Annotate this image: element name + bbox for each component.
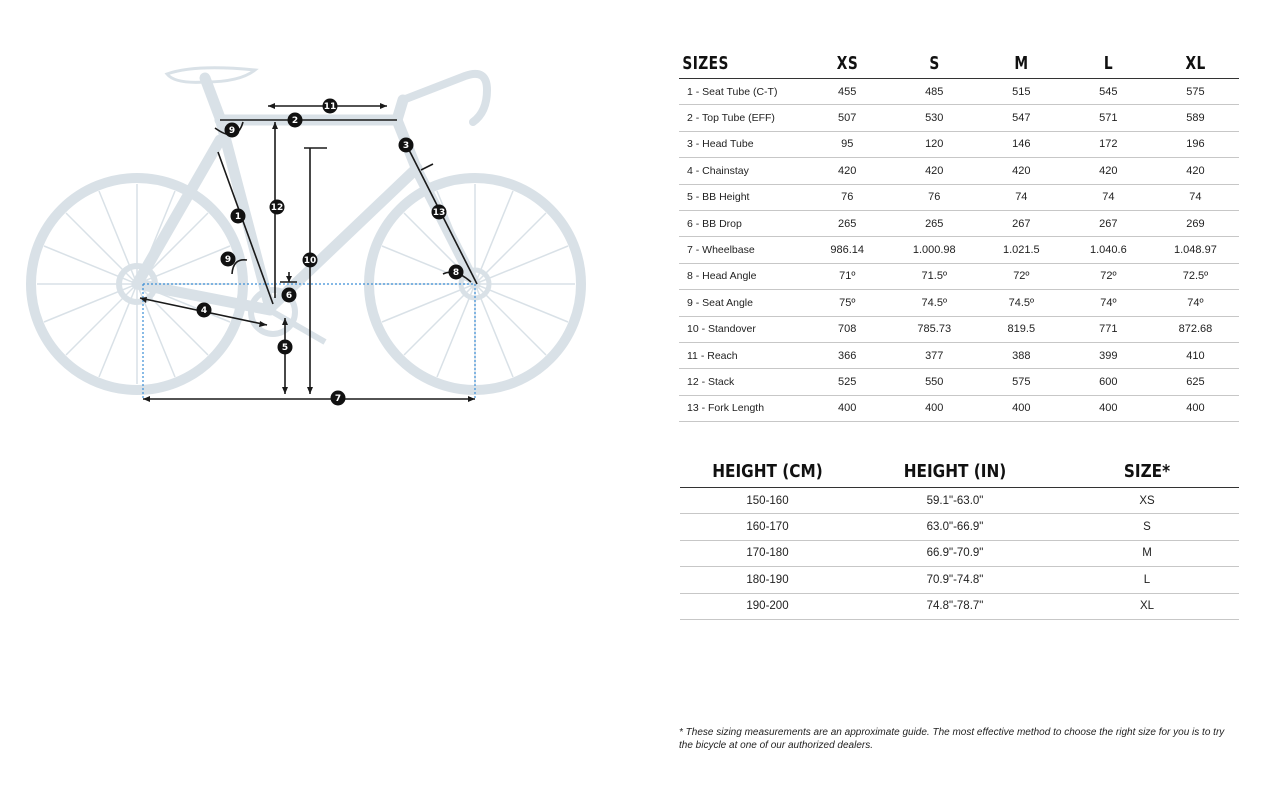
table-row — [679, 316, 1239, 342]
measurement-value: 547 — [978, 105, 1065, 131]
callout-marker — [231, 209, 246, 224]
col-header-xl: XL — [1158, 48, 1232, 79]
measurement-value: 269 — [1152, 210, 1239, 236]
measurement-value: 172 — [1065, 131, 1152, 157]
measurement-value: 74 — [978, 184, 1065, 210]
measurement-label: 5 - BB Height — [679, 184, 804, 210]
measurement-value: 819.5 — [978, 316, 1065, 342]
measurement-value: 420 — [804, 158, 891, 184]
measurement-label: 13 - Fork Length — [679, 395, 804, 421]
measurement-value: 399 — [1065, 342, 1152, 368]
bike-geometry-diagram — [25, 60, 625, 410]
measurement-value: 785.73 — [891, 316, 978, 342]
callout-number: 3 — [402, 141, 410, 152]
col-header-m: M — [984, 48, 1058, 79]
size-guide-cell: XL — [1055, 593, 1239, 619]
measurement-value: 400 — [891, 395, 978, 421]
callout-marker — [225, 123, 240, 138]
size-guide-header-row — [680, 456, 1239, 488]
measurement-value: 267 — [978, 210, 1065, 236]
callout-marker — [221, 252, 236, 267]
table-row — [679, 79, 1239, 105]
measurement-value: 265 — [804, 210, 891, 236]
callout-number: 9 — [228, 126, 236, 137]
measurement-value: 400 — [1152, 395, 1239, 421]
measurement-value: 986.14 — [804, 237, 891, 263]
size-guide-cell: 180-190 — [680, 567, 855, 593]
callout-marker — [449, 265, 464, 280]
table-row — [679, 158, 1239, 184]
measurement-value: 95 — [804, 131, 891, 157]
table-row — [680, 593, 1239, 619]
measurement-value: 76 — [891, 184, 978, 210]
measurement-value: 74 — [1152, 184, 1239, 210]
measurement-value: 420 — [891, 158, 978, 184]
callout-marker — [197, 303, 212, 318]
table-row — [679, 395, 1239, 421]
measurement-label: 9 - Seat Angle — [679, 290, 804, 316]
table-row — [680, 514, 1239, 540]
measurement-label: 4 - Chainstay — [679, 158, 804, 184]
col-header-height-in: HEIGHT (IN) — [870, 456, 1040, 488]
callout-number: 1 — [234, 212, 242, 223]
measurement-value: 1.021.5 — [978, 237, 1065, 263]
measurement-label: 8 - Head Angle — [679, 263, 804, 289]
measurement-value: 420 — [978, 158, 1065, 184]
measurement-value: 771 — [1065, 316, 1152, 342]
measurement-value: 71.5º — [891, 263, 978, 289]
measurement-value: 589 — [1152, 105, 1239, 131]
measurement-value: 600 — [1065, 369, 1152, 395]
callout-number: 12 — [270, 203, 284, 214]
measurement-value: 75º — [804, 290, 891, 316]
measurement-value: 366 — [804, 342, 891, 368]
measurement-value: 1.040.6 — [1065, 237, 1152, 263]
geometry-table — [679, 48, 1239, 422]
callout-number: 5 — [281, 343, 289, 354]
table-row — [679, 237, 1239, 263]
measurement-label: 10 - Standover — [679, 316, 804, 342]
size-guide-cell: 74.8"-78.7" — [855, 593, 1055, 619]
measurement-value: 485 — [891, 79, 978, 105]
table-row — [680, 540, 1239, 566]
table-row — [679, 210, 1239, 236]
size-guide-cell: 160-170 — [680, 514, 855, 540]
measurement-value: 575 — [978, 369, 1065, 395]
measurement-value: 72º — [978, 263, 1065, 289]
measurement-value: 74º — [1065, 290, 1152, 316]
size-guide-cell: 170-180 — [680, 540, 855, 566]
measurement-value: 507 — [804, 105, 891, 131]
measurement-value: 267 — [1065, 210, 1152, 236]
callout-marker — [303, 253, 318, 268]
measurement-label: 2 - Top Tube (EFF) — [679, 105, 804, 131]
measurement-value: 76 — [804, 184, 891, 210]
callout-marker — [282, 288, 297, 303]
size-guide-cell: 70.9"-74.8" — [855, 567, 1055, 593]
measurement-value: 400 — [1065, 395, 1152, 421]
table-row — [680, 488, 1239, 514]
table-row — [680, 567, 1239, 593]
col-header-xs: XS — [810, 48, 884, 79]
measurement-value: 377 — [891, 342, 978, 368]
size-guide-cell: L — [1055, 567, 1239, 593]
table-row — [679, 342, 1239, 368]
dimension-lines — [140, 103, 477, 405]
measurement-value: 388 — [978, 342, 1065, 368]
size-guide-table — [680, 456, 1239, 620]
col-header-l: L — [1071, 48, 1145, 79]
callout-number: 11 — [323, 102, 337, 113]
callout-marker — [270, 200, 285, 215]
table-row — [679, 184, 1239, 210]
size-guide-cell: 59.1"-63.0" — [855, 488, 1055, 514]
callout-marker — [399, 138, 414, 153]
callout-number: 6 — [285, 291, 293, 302]
table-row — [679, 263, 1239, 289]
size-guide-cell: XS — [1055, 488, 1239, 514]
measurement-value: 74.5º — [891, 290, 978, 316]
measurement-value: 400 — [978, 395, 1065, 421]
measurement-value: 530 — [891, 105, 978, 131]
callout-number: 9 — [224, 255, 232, 266]
size-guide-cell: 63.0"-66.9" — [855, 514, 1055, 540]
measurement-value: 410 — [1152, 342, 1239, 368]
callout-marker — [288, 113, 303, 128]
measurement-label: 11 - Reach — [679, 342, 804, 368]
callout-marker — [278, 340, 293, 355]
measurement-value: 265 — [891, 210, 978, 236]
measurement-value: 571 — [1065, 105, 1152, 131]
size-guide-cell: S — [1055, 514, 1239, 540]
table-row — [679, 369, 1239, 395]
table-row — [679, 290, 1239, 316]
measurement-value: 120 — [891, 131, 978, 157]
geometry-body — [679, 79, 1239, 422]
measurement-value: 196 — [1152, 131, 1239, 157]
callout-marker — [331, 391, 346, 406]
measurement-value: 72º — [1065, 263, 1152, 289]
measurement-value: 515 — [978, 79, 1065, 105]
callout-number: 13 — [432, 208, 446, 219]
measurement-value: 455 — [804, 79, 891, 105]
callout-number: 8 — [452, 268, 460, 279]
callout-number: 2 — [291, 116, 299, 127]
measurement-value: 575 — [1152, 79, 1239, 105]
callout-number: 4 — [200, 306, 208, 317]
callout-marker — [323, 99, 338, 114]
callout-number: 10 — [303, 256, 317, 267]
measurement-value: 74.5º — [978, 290, 1065, 316]
measurement-value: 1.048.97 — [1152, 237, 1239, 263]
table-row — [679, 105, 1239, 131]
measurement-value: 525 — [804, 369, 891, 395]
measurement-value: 400 — [804, 395, 891, 421]
callout-marker — [432, 205, 447, 220]
measurement-label: 6 - BB Drop — [679, 210, 804, 236]
measurement-value: 545 — [1065, 79, 1152, 105]
col-header-s: S — [897, 48, 971, 79]
measurement-value: 420 — [1065, 158, 1152, 184]
measurement-value: 550 — [891, 369, 978, 395]
col-header-size: SIZE* — [1069, 456, 1225, 488]
size-guide-cell: 150-160 — [680, 488, 855, 514]
measurement-value: 420 — [1152, 158, 1239, 184]
table-row — [679, 131, 1239, 157]
callout-number: 7 — [334, 394, 342, 405]
measurement-value: 72.5º — [1152, 263, 1239, 289]
measurement-value: 1.000.98 — [891, 237, 978, 263]
geometry-header-row — [679, 48, 1239, 79]
size-guide-body — [680, 488, 1239, 620]
bike-silhouette — [31, 68, 581, 390]
measurement-label: 12 - Stack — [679, 369, 804, 395]
size-guide-cell: 190-200 — [680, 593, 855, 619]
measurement-value: 71º — [804, 263, 891, 289]
measurement-value: 74º — [1152, 290, 1239, 316]
size-guide-cell: 66.9"-70.9" — [855, 540, 1055, 566]
measurement-label: 7 - Wheelbase — [679, 237, 804, 263]
measurement-value: 74 — [1065, 184, 1152, 210]
measurement-label: 3 - Head Tube — [679, 131, 804, 157]
col-header-height-cm: HEIGHT (CM) — [693, 456, 842, 488]
measurement-value: 625 — [1152, 369, 1239, 395]
measurement-label: 1 - Seat Tube (C-T) — [679, 79, 804, 105]
col-header-sizes: SIZES — [679, 48, 785, 79]
measurement-value: 146 — [978, 131, 1065, 157]
measurement-value: 872.68 — [1152, 316, 1239, 342]
sizing-footnote: * These sizing measurements are an approximate guide. The most effective method to choose the right size for you is to try the bicycle at one of our authorized dealers. — [679, 727, 1225, 751]
measurement-value: 708 — [804, 316, 891, 342]
size-guide-cell: M — [1055, 540, 1239, 566]
